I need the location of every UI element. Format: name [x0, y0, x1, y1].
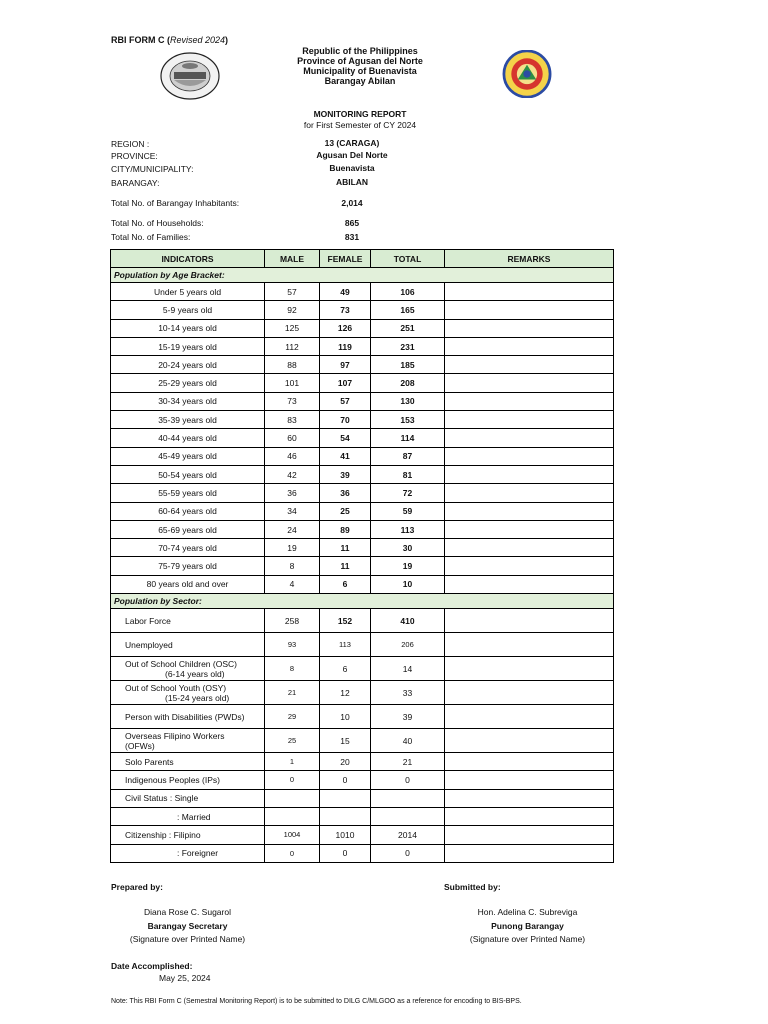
- header-indicators: INDICATORS: [111, 250, 265, 268]
- table-row: [111, 283, 614, 301]
- row-remarks: [445, 283, 614, 301]
- row-remarks: [445, 301, 614, 319]
- row-male: 46: [265, 447, 320, 465]
- row-male: 57: [265, 283, 320, 301]
- row-indicator-line1: : Foreigner: [177, 848, 219, 859]
- row-total: 39: [371, 705, 445, 729]
- row-male: 93: [265, 633, 320, 657]
- row-indicator-line2: (15-24 years old): [165, 692, 230, 703]
- table-row: [111, 465, 614, 483]
- row-male: 83: [265, 411, 320, 429]
- table-row: [111, 681, 614, 705]
- row-female: 1010: [320, 826, 371, 844]
- row-remarks: [445, 337, 614, 355]
- row-male: 258: [265, 609, 320, 633]
- row-indicator: [111, 609, 265, 633]
- row-remarks: [445, 484, 614, 502]
- row-male: 0: [265, 844, 320, 862]
- section-age-bracket-label: Population by Age Bracket:: [111, 268, 614, 283]
- row-indicator: [111, 771, 265, 789]
- row-male: 8: [265, 557, 320, 575]
- table-row: [111, 657, 614, 681]
- header-municipality: Municipality of Buenavista: [303, 66, 417, 76]
- preparer-name: Diana Rose C. Sugarol: [144, 907, 231, 917]
- table-row: [111, 753, 614, 771]
- row-indicator: [111, 844, 265, 862]
- row-total: 114: [371, 429, 445, 447]
- section-age-bracket: [111, 268, 614, 283]
- row-indicator: [111, 705, 265, 729]
- table-row: [111, 502, 614, 520]
- inhabitants-label: Total No. of Barangay Inhabitants:: [111, 198, 240, 208]
- row-indicator: 60-64 years old: [111, 502, 265, 520]
- row-total: 30: [371, 539, 445, 557]
- row-female: [320, 789, 371, 807]
- row-male: 8: [265, 657, 320, 681]
- barangay-seal-icon: [160, 52, 220, 100]
- table-row: [111, 484, 614, 502]
- submitter-signature-block: [440, 906, 615, 947]
- table-row: [111, 392, 614, 410]
- row-female: 113: [320, 633, 371, 657]
- row-total: 2014: [371, 826, 445, 844]
- province-label: PROVINCE:: [111, 151, 158, 161]
- row-female: 11: [320, 539, 371, 557]
- row-male: 0: [265, 771, 320, 789]
- region-label: REGION :: [111, 139, 150, 149]
- row-male: 36: [265, 484, 320, 502]
- row-female: 54: [320, 429, 371, 447]
- table-row: [111, 557, 614, 575]
- table-row: [111, 337, 614, 355]
- footer-note: Note: This RBI Form C (Semestral Monitoring Report) is to be submitted to DILG C/MLGOO as a reference for encoding to BIS-BPS.: [111, 998, 522, 1005]
- header-male: MALE: [265, 250, 320, 268]
- row-indicator: 15-19 years old: [111, 337, 265, 355]
- section-sector-label: Population by Sector:: [111, 594, 614, 609]
- row-remarks: [445, 539, 614, 557]
- header-female: FEMALE: [320, 250, 371, 268]
- row-indicator-line1: Indigenous Peoples (IPs): [125, 774, 220, 785]
- row-total: 410: [371, 609, 445, 633]
- date-label: Date Accomplished:: [111, 961, 193, 971]
- barangay-label: BARANGAY:: [111, 178, 160, 188]
- row-remarks: [445, 411, 614, 429]
- row-male: 92: [265, 301, 320, 319]
- row-indicator: 35-39 years old: [111, 411, 265, 429]
- monitoring-table: [110, 249, 614, 863]
- row-remarks: [445, 575, 614, 593]
- row-male: 73: [265, 392, 320, 410]
- row-indicator: [111, 729, 265, 753]
- row-indicator-line1: Out of School Children (OSC): [125, 658, 237, 669]
- row-remarks: [445, 681, 614, 705]
- row-female: 41: [320, 447, 371, 465]
- row-indicator-line1: : Married: [177, 811, 211, 822]
- row-remarks: [445, 609, 614, 633]
- row-total: 106: [371, 283, 445, 301]
- row-male: [265, 789, 320, 807]
- row-remarks: [445, 557, 614, 575]
- report-subtitle: for First Semester of CY 2024: [303, 120, 417, 130]
- header-country: Republic of the Philippines: [302, 46, 418, 56]
- row-remarks: [445, 789, 614, 807]
- row-male: 112: [265, 337, 320, 355]
- row-male: [265, 807, 320, 825]
- row-remarks: [445, 356, 614, 374]
- row-male: 24: [265, 520, 320, 538]
- row-total: 153: [371, 411, 445, 429]
- table-row: [111, 705, 614, 729]
- table-row: [111, 807, 614, 825]
- table-row: [111, 729, 614, 753]
- prepared-by-label: Prepared by:: [111, 882, 163, 892]
- row-female: 70: [320, 411, 371, 429]
- row-remarks: [445, 633, 614, 657]
- families-label: Total No. of Families:: [111, 232, 191, 242]
- row-male: 101: [265, 374, 320, 392]
- row-remarks: [445, 729, 614, 753]
- row-indicator: 50-54 years old: [111, 465, 265, 483]
- row-indicator-line1: Overseas Filipino Workers: [125, 730, 225, 741]
- table-row: [111, 633, 614, 657]
- row-female: 107: [320, 374, 371, 392]
- households-label: Total No. of Households:: [111, 218, 204, 228]
- row-female: [320, 807, 371, 825]
- families-value: 831: [344, 232, 360, 242]
- row-female: 25: [320, 502, 371, 520]
- row-indicator: [111, 633, 265, 657]
- row-remarks: [445, 844, 614, 862]
- form-code-text: RBI FORM C: [111, 35, 165, 45]
- row-male: 19: [265, 539, 320, 557]
- section-sector: [111, 594, 614, 609]
- header-remarks: REMARKS: [445, 250, 614, 268]
- row-female: 97: [320, 356, 371, 374]
- row-remarks: [445, 502, 614, 520]
- row-male: 42: [265, 465, 320, 483]
- row-total: 10: [371, 575, 445, 593]
- preparer-note: (Signature over Printed Name): [129, 934, 246, 944]
- row-remarks: [445, 429, 614, 447]
- row-female: 39: [320, 465, 371, 483]
- row-indicator: 80 years old and over: [111, 575, 265, 593]
- row-total: 251: [371, 319, 445, 337]
- row-total: 87: [371, 447, 445, 465]
- preparer-signature-block: [100, 906, 275, 947]
- row-total: 0: [371, 844, 445, 862]
- row-total: 165: [371, 301, 445, 319]
- row-total: 59: [371, 502, 445, 520]
- table-row: [111, 826, 614, 844]
- table-row: [111, 301, 614, 319]
- row-female: 15: [320, 729, 371, 753]
- row-female: 126: [320, 319, 371, 337]
- row-remarks: [445, 465, 614, 483]
- table-row: [111, 374, 614, 392]
- row-female: 49: [320, 283, 371, 301]
- row-remarks: [445, 447, 614, 465]
- row-indicator: 30-34 years old: [111, 392, 265, 410]
- form-code: RBI FORM C (Revised 2024): [111, 35, 229, 45]
- row-indicator: [111, 657, 265, 681]
- region-value: 13 (CARAGA): [324, 138, 380, 148]
- row-indicator-line2: (OFWs): [125, 740, 155, 751]
- table-row: [111, 844, 614, 862]
- row-total: 113: [371, 520, 445, 538]
- row-male: 21: [265, 681, 320, 705]
- table-row: [111, 411, 614, 429]
- table-row: [111, 789, 614, 807]
- form-revised: Revised 2024: [170, 35, 226, 45]
- row-indicator-line1: Solo Parents: [125, 756, 174, 767]
- row-indicator: 40-44 years old: [111, 429, 265, 447]
- submitter-position: Punong Barangay: [491, 920, 564, 931]
- row-remarks: [445, 753, 614, 771]
- row-male: 29: [265, 705, 320, 729]
- table-row: [111, 429, 614, 447]
- row-indicator: 5-9 years old: [111, 301, 265, 319]
- row-total: [371, 807, 445, 825]
- header-province: Province of Agusan del Norte: [297, 56, 423, 66]
- row-female: 89: [320, 520, 371, 538]
- row-indicator: Under 5 years old: [111, 283, 265, 301]
- row-total: 21: [371, 753, 445, 771]
- municipality-seal-icon: [497, 50, 557, 98]
- row-indicator: 65-69 years old: [111, 520, 265, 538]
- barangay-value: ABILAN: [335, 177, 369, 187]
- row-indicator: 10-14 years old: [111, 319, 265, 337]
- date-value: May 25, 2024: [159, 973, 211, 983]
- row-indicator: [111, 681, 265, 705]
- province-value: Agusan Del Norte: [316, 150, 388, 160]
- submitter-name: Hon. Adelina C. Subreviga: [477, 907, 578, 917]
- table-row: [111, 575, 614, 593]
- row-total: 130: [371, 392, 445, 410]
- row-female: 10: [320, 705, 371, 729]
- row-indicator: 75-79 years old: [111, 557, 265, 575]
- row-indicator: 25-29 years old: [111, 374, 265, 392]
- row-female: 119: [320, 337, 371, 355]
- row-female: 6: [320, 657, 371, 681]
- row-remarks: [445, 374, 614, 392]
- row-female: 0: [320, 771, 371, 789]
- header-lines: [230, 46, 490, 86]
- row-female: 0: [320, 844, 371, 862]
- table-row: [111, 356, 614, 374]
- row-total: 40: [371, 729, 445, 753]
- row-indicator: [111, 807, 265, 825]
- row-remarks: [445, 771, 614, 789]
- submitter-note: (Signature over Printed Name): [469, 934, 586, 944]
- row-female: 20: [320, 753, 371, 771]
- row-indicator-line1: Civil Status : Single: [125, 793, 199, 804]
- table-row: [111, 520, 614, 538]
- row-female: 36: [320, 484, 371, 502]
- row-remarks: [445, 807, 614, 825]
- row-total: 81: [371, 465, 445, 483]
- row-indicator-line1: Unemployed: [125, 639, 173, 650]
- row-total: 19: [371, 557, 445, 575]
- table-row: [111, 609, 614, 633]
- row-male: 1: [265, 753, 320, 771]
- row-female: 12: [320, 681, 371, 705]
- row-total: 33: [371, 681, 445, 705]
- table-row: [111, 539, 614, 557]
- report-title: MONITORING REPORT: [313, 109, 407, 119]
- row-total: 208: [371, 374, 445, 392]
- row-female: 57: [320, 392, 371, 410]
- row-female: 11: [320, 557, 371, 575]
- row-female: 152: [320, 609, 371, 633]
- header-total: TOTAL: [371, 250, 445, 268]
- row-indicator-line1: Out of School Youth (OSY): [125, 682, 227, 693]
- row-remarks: [445, 657, 614, 681]
- city-value: Buenavista: [329, 163, 375, 173]
- row-total: 185: [371, 356, 445, 374]
- row-male: 1004: [265, 826, 320, 844]
- row-female: 6: [320, 575, 371, 593]
- city-label: CITY/MUNICIPALITY:: [111, 164, 194, 174]
- preparer-position: Barangay Secretary: [147, 920, 228, 931]
- report-title-block: [230, 109, 490, 131]
- row-indicator-line1: Citizenship : Filipino: [125, 829, 201, 840]
- row-male: 125: [265, 319, 320, 337]
- row-indicator-line1: Person with Disabilities (PWDs): [125, 711, 245, 722]
- row-female: 73: [320, 301, 371, 319]
- row-total: 72: [371, 484, 445, 502]
- row-total: 14: [371, 657, 445, 681]
- row-total: 231: [371, 337, 445, 355]
- row-indicator: [111, 826, 265, 844]
- row-remarks: [445, 319, 614, 337]
- header-barangay: Barangay Abilan: [324, 76, 396, 86]
- row-remarks: [445, 826, 614, 844]
- submitted-by-label: Submitted by:: [444, 882, 501, 892]
- row-male: 4: [265, 575, 320, 593]
- row-remarks: [445, 392, 614, 410]
- row-indicator: [111, 753, 265, 771]
- table-row: [111, 319, 614, 337]
- row-indicator-line2: (6-14 years old): [165, 668, 225, 679]
- row-total: 0: [371, 771, 445, 789]
- row-remarks: [445, 520, 614, 538]
- row-indicator: 20-24 years old: [111, 356, 265, 374]
- table-header-row: [111, 250, 614, 268]
- row-male: 88: [265, 356, 320, 374]
- row-male: 25: [265, 729, 320, 753]
- row-remarks: [445, 705, 614, 729]
- households-value: 865: [344, 218, 360, 228]
- row-indicator: 70-74 years old: [111, 539, 265, 557]
- table-row: [111, 771, 614, 789]
- row-male: 34: [265, 502, 320, 520]
- row-indicator-line1: Labor Force: [125, 615, 171, 626]
- row-indicator: [111, 789, 265, 807]
- row-male: 60: [265, 429, 320, 447]
- row-indicator: 55-59 years old: [111, 484, 265, 502]
- row-indicator: 45-49 years old: [111, 447, 265, 465]
- row-total: [371, 789, 445, 807]
- inhabitants-value: 2,014: [341, 198, 363, 208]
- table-row: [111, 447, 614, 465]
- row-total: 206: [371, 633, 445, 657]
